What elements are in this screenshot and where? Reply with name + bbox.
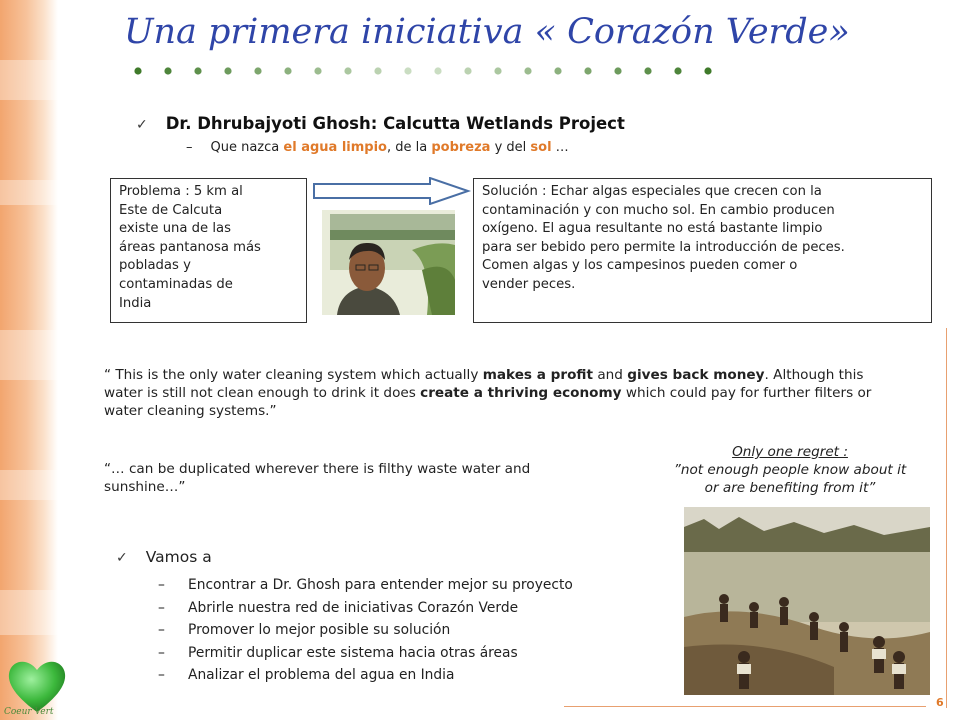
problem-line: Problema : 5 km al [119,184,243,199]
left-decorative-strip [0,0,58,720]
divider-dot [494,67,501,74]
divider-dot [314,67,321,74]
solution-line: contaminación y con mucho sol. En cambio producen [482,202,835,218]
dash-marker: – [158,622,165,638]
sub-text: Que nazca [210,140,284,155]
divider-dot [284,67,291,74]
quote-text: which could pay for further filters or water cleaning systems.” [104,385,872,419]
checkmark-icon: ✓ [136,117,148,133]
ghosh-portrait-photo [322,210,455,315]
regret-note [640,443,940,497]
divider-dot [554,67,561,74]
divider-dot [344,67,351,74]
solution-line: para ser bebido pero permite la introducción de peces. [482,239,845,255]
divider-dot [254,67,261,74]
dash-marker: – [158,577,165,593]
sub-text: , de la [386,140,432,155]
page-title: Una primera iniciativa « Corazón Verde» [124,12,850,52]
highlight-water: el agua limpio [283,140,387,155]
divider-dot [674,67,681,74]
title-dot-divider [132,64,722,78]
right-divider [946,328,947,708]
sub-text: y del [490,140,531,155]
page-number: 6 [936,696,944,709]
list-item [158,664,573,687]
divider-dot [524,67,531,74]
dash-marker: – [186,140,193,155]
bullet-heading: Dr. Dhrubajyoti Ghosh: Calcutta Wetlands Project [165,114,625,133]
dash-marker: – [158,599,165,616]
solution-box [473,178,932,323]
sub-text: … [551,140,569,155]
vamos-label: Vamos a [145,548,212,566]
highlight-poverty: pobreza [431,140,491,155]
list-item [158,574,573,597]
divider-dot [164,67,171,74]
divider-dot [704,67,711,74]
problem-line: áreas pantanosa más [119,239,261,255]
problem-box [110,178,307,323]
regret-line: or are benefiting from it” [704,480,876,496]
quote-text: . Although this water is still not clean enough to drink it does [104,367,864,401]
divider-dot [374,67,381,74]
action-text: Encontrar a Dr. Ghosh para entender mejor su proyecto [188,577,573,593]
solution-line: oxígeno. El agua resultante no está bastante limpio [482,221,823,237]
solution-line: Comen algas y los campesinos pueden comer o [482,258,798,274]
action-text: Analizar el problema del agua en India [188,667,455,683]
quote-bold-money: gives back money [627,367,765,383]
wetland-fishermen-photo [684,507,930,695]
action-text: Promover lo mejor posible su solución [188,622,451,638]
list-item [158,642,573,665]
solution-line: vender peces. [482,276,576,292]
divider-dot [644,67,651,74]
regret-line: ”not enough people know about it [673,462,907,478]
right-arrow-icon [312,177,472,205]
quote-text: and [593,367,628,383]
divider-dot [614,67,621,74]
divider-dot [224,67,231,74]
main-bullet [136,114,625,133]
list-item [158,619,573,642]
solution-line: Solución : Echar algas especiales que crecen con la [482,184,822,199]
footer-divider [564,706,926,707]
problem-line: Este de Calcuta [119,202,223,218]
divider-dot [584,67,591,74]
logo-wordmark: Coeur Vert [4,707,54,717]
action-text: Permitir duplicar este sistema hacia otras áreas [188,644,518,661]
highlight-sun: sol [530,140,552,155]
divider-dot [464,67,471,74]
action-text: Abrirle nuestra red de iniciativas Corazón Verde [188,599,519,616]
dash-marker: – [158,644,165,661]
problem-line: India [119,295,152,311]
vamos-bullet [116,548,212,566]
problem-line: existe una de las [119,221,231,237]
problem-line: contaminadas de [119,276,233,292]
dash-marker: – [158,667,165,683]
action-list [158,574,573,687]
profit-quote [104,366,904,420]
problem-line: pobladas y [119,258,191,274]
divider-dot [434,67,441,74]
sub-bullet [186,140,569,155]
list-item [158,597,573,620]
checkmark-icon: ✓ [116,550,128,566]
divider-dot [194,67,201,74]
quote-bold-economy: create a thriving economy [420,385,622,401]
divider-dot [134,67,141,74]
divider-dot [404,67,411,74]
quote-bold-profit: makes a profit [482,367,593,383]
quote-text: “ This is the only water cleaning system which actually [104,367,483,383]
regret-title: Only one regret : [732,444,848,460]
duplicate-quote: “… can be duplicated wherever there is filthy waste water and sunshine…” [104,461,531,495]
